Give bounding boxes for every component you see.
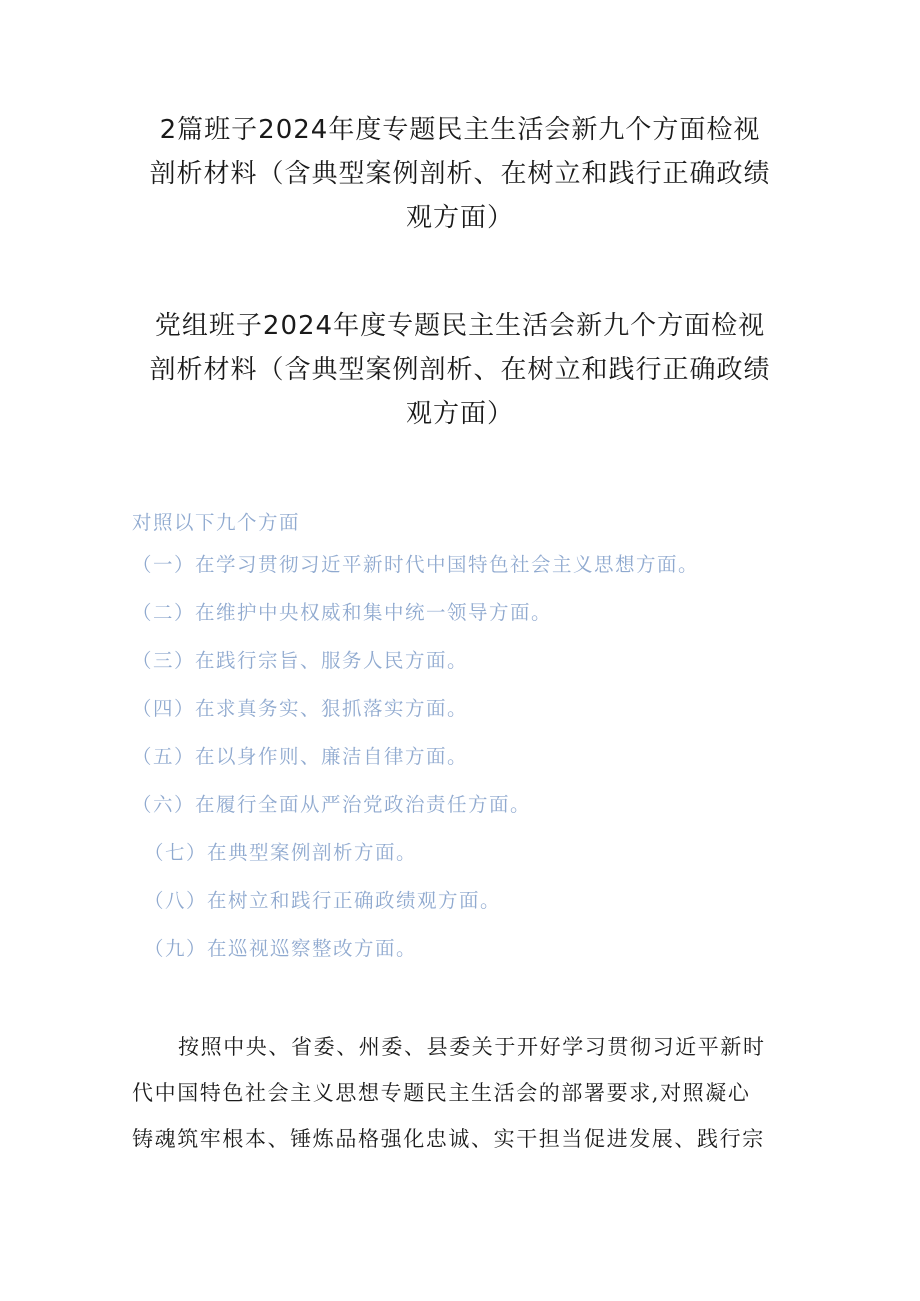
aspect-item-3: （三）在践行宗旨、服务人民方面。 bbox=[132, 649, 469, 672]
aspect-item-9: （九）在巡视巡察整改方面。 bbox=[144, 937, 418, 960]
title-line: 剖析材料（含典型案例剖析、在树立和践行正确政绩 bbox=[149, 355, 771, 385]
title-line: 剖析材料（含典型案例剖析、在树立和践行正确政绩 bbox=[149, 159, 771, 189]
aspect-item-8: （八）在树立和践行正确政绩观方面。 bbox=[144, 889, 502, 912]
document-title-secondary bbox=[130, 304, 790, 436]
aspects-list bbox=[132, 505, 832, 973]
body-paragraph bbox=[132, 1024, 792, 1162]
aspect-item-1: （一）在学习贯彻习近平新时代中国特色社会主义思想方面。 bbox=[132, 553, 700, 576]
aspect-item-2: （二）在维护中央权威和集中统一领导方面。 bbox=[132, 601, 553, 624]
title-line: 观方面） bbox=[405, 399, 514, 429]
aspects-heading: 对照以下九个方面 bbox=[132, 511, 301, 534]
body-line: 铸魂筑牢根本、锤炼品格强化忠诚、实干担当促进发展、践行宗 bbox=[132, 1127, 765, 1151]
title-line: 党组班子2024年度专题民主生活会新九个方面检视 bbox=[154, 311, 766, 341]
document-title-primary bbox=[130, 108, 790, 240]
aspect-item-6: （六）在履行全面从严治党政治责任方面。 bbox=[132, 793, 532, 816]
body-line: 代中国特色社会主义思想专题民主生活会的部署要求,对照凝心 bbox=[132, 1081, 751, 1105]
aspect-item-5: （五）在以身作则、廉洁自律方面。 bbox=[132, 745, 469, 768]
title-line: 观方面） bbox=[405, 203, 514, 233]
body-line: 按照中央、省委、州委、县委关于开好学习贯彻习近平新时 bbox=[178, 1035, 766, 1059]
aspect-item-7: （七）在典型案例剖析方面。 bbox=[144, 841, 418, 864]
aspect-item-4: （四）在求真务实、狠抓落实方面。 bbox=[132, 697, 469, 720]
title-line: 2篇班子2024年度专题民主生活会新九个方面检视 bbox=[159, 115, 761, 145]
